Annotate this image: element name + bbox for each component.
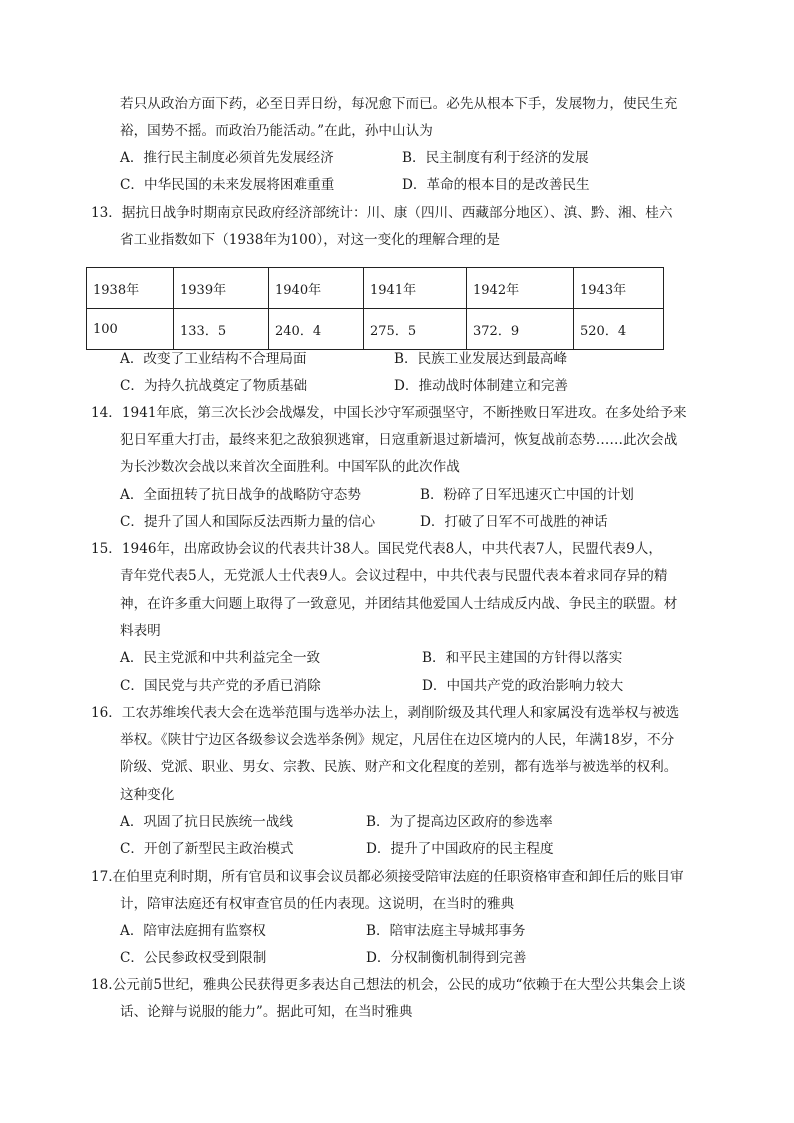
q15-stem-line-3: 神，在许多重大问题上取得了一致意见，并团结其他爱国人士结成反内战、争民主的联盟。材	[120, 596, 678, 612]
q17-option-c: C．公民参政权受到限制	[120, 950, 267, 966]
table-cell: 1943年	[574, 268, 664, 309]
q13-stem-line-1: 13．据抗日战争时期南京民政府经济部统计：川、康（四川、西藏部分地区）、滇、黔、湘、桂六	[91, 205, 673, 221]
q16-stem-line-4: 这种变化	[120, 787, 175, 803]
table-row	[87, 309, 664, 350]
industry-index-table	[86, 267, 664, 350]
q15-option-c: C．国民党与共产党的矛盾已消除	[120, 678, 321, 694]
table-cell: 1939年	[174, 268, 269, 309]
q14-stem-line-1: 14．1941年底，第三次长沙会战爆发，中国长沙守军顽强坚守，不断挫败日军进攻。在多处给予来	[91, 405, 687, 421]
q15-stem-line-1: 15．1946年，出席政协会议的代表共计38人。国民党代表8人，中共代表7人，民盟代表9人，	[91, 541, 662, 557]
table-cell: 1942年	[467, 268, 574, 309]
table-header-row	[87, 268, 664, 309]
q14-stem-line-2: 犯日军重大打击，最终来犯之敌狼狈逃窜，日寇重新退过新墙河，恢复战前态势……此次会战	[120, 432, 678, 448]
table-cell: 100	[87, 309, 174, 350]
table-cell: 1938年	[87, 268, 174, 309]
q12-option-c: C．中华民国的未来发展将困难重重	[120, 177, 335, 193]
q12-option-b: B．民主制度有利于经济的发展	[402, 150, 589, 166]
q15-stem-line-2: 青年党代表5人，无党派人士代表9人。会议过程中，中共代表与民盟代表本着求同存异的精	[120, 568, 668, 584]
q16-stem-line-1: 16．工农苏维埃代表大会在选举范围与选举办法上，剥削阶级及其代理人和家属没有选举权与被选	[91, 705, 680, 721]
q12-option-d: D．革命的根本目的是改善民生	[402, 177, 590, 193]
q16-option-b: B．为了提高边区政府的参选率	[366, 814, 553, 830]
q12-option-a: A．推行民主制度必须首先发展经济	[120, 150, 334, 166]
q13-option-a: A．改变了工业结构不合理局面	[120, 351, 307, 367]
q14-option-b: B．粉碎了日军迅速灭亡中国的计划	[420, 487, 634, 503]
table-cell: 1940年	[269, 268, 364, 309]
q16-option-d: D．提升了中国政府的民主程度	[366, 841, 554, 857]
q17-stem-line-1: 17.在伯里克利时期，所有官员和议事会议员都必须接受陪审法庭的任职资格审查和卸任后的账目审	[91, 869, 684, 885]
q16-stem-line-2: 举权。《陕甘宁边区各级参议会选举条例》规定，凡居住在边区境内的人民，年满18岁，不分	[120, 732, 675, 748]
q12-line-1: 若只从政治方面下药，必至日弄日纷，每况愈下而已。必先从根本下手，发展物力，使民生充	[120, 96, 678, 112]
q16-stem-line-3: 阶级、党派、职业、男女、宗教、民族、财产和文化程度的差别，都有选举与被选举的权利。	[120, 759, 678, 775]
q12-line-2: 裕，国势不摇。而政治乃能活动。”在此，孙中山认为	[120, 123, 433, 139]
table-cell: 520．4	[574, 309, 664, 350]
q17-stem-line-2: 计，陪审法庭还有权审查官员的任内表现。这说明，在当时的雅典	[120, 896, 515, 912]
q17-option-a: A．陪审法庭拥有监察权	[120, 923, 266, 939]
q18-stem-line-1: 18.公元前5世纪，雅典公民获得更多表达自己想法的机会，公民的成功“依赖于在大型公共集会上谈	[91, 977, 686, 993]
q17-option-d: D．分权制衡机制得到完善	[366, 950, 527, 966]
table-cell: 133．5	[174, 309, 269, 350]
q15-option-b: B．和平民主建国的方针得以落实	[422, 650, 623, 666]
q14-option-a: A．全面扭转了抗日战争的战略防守态势	[120, 487, 361, 503]
table-cell: 1941年	[364, 268, 467, 309]
q15-option-d: D．中国共产党的政治影响力较大	[422, 678, 624, 694]
q13-stem-line-2: 省工业指数如下（1938年为100），对这一变化的理解合理的是	[120, 232, 500, 248]
q14-option-d: D．打破了日军不可战胜的神话	[420, 514, 608, 530]
table-cell: 275．5	[364, 309, 467, 350]
q18-stem-line-2: 话、论辩与说服的能力”。据此可知，在当时雅典	[120, 1004, 413, 1020]
table-cell: 372．9	[467, 309, 574, 350]
q16-option-c: C．开创了新型民主政治模式	[120, 841, 294, 857]
q17-option-b: B．陪审法庭主导城邦事务	[366, 923, 526, 939]
q15-stem-line-4: 料表明	[120, 623, 161, 639]
table-cell: 240．4	[269, 309, 364, 350]
q13-option-c: C．为持久抗战奠定了物质基础	[120, 378, 308, 394]
q15-option-a: A．民主党派和中共利益完全一致	[120, 650, 321, 666]
q16-option-a: A．巩固了抗日民族统一战线	[120, 814, 293, 830]
q14-option-c: C．提升了国人和国际反法西斯力量的信心	[120, 514, 376, 530]
q14-stem-line-3: 为长沙数次会战以来首次全面胜利。中国军队的此次作战	[120, 459, 460, 475]
q13-option-d: D．推动战时体制建立和完善	[394, 378, 569, 394]
q13-option-b: B．民族工业发展达到最高峰	[394, 351, 568, 367]
